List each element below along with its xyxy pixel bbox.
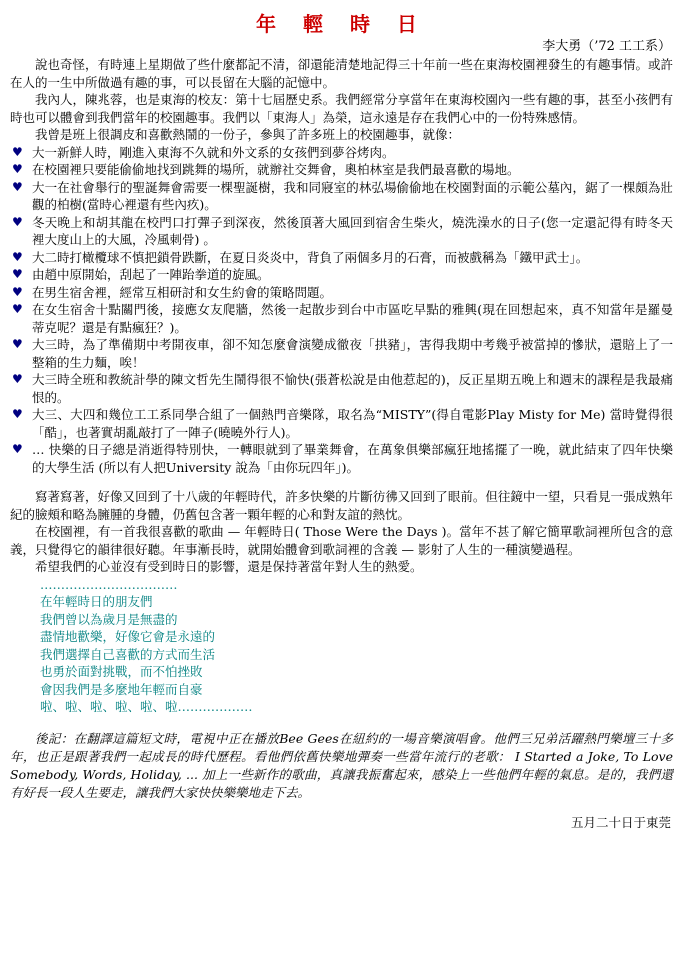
heart-bullet-icon: ♥ [12, 214, 23, 229]
heart-bullet-icon: ♥ [12, 162, 23, 176]
list-item [10, 371, 673, 406]
intro-paragraph: 我內人，陳兆蓉，也是東海的校友：第十七屆歷史系。我們經常分享當年在東海校園內一些有趣的事，甚至小孩們有時也可以體會到我們當年的校園趣事。我們以「東海人」為榮，這永遠是存在我們心中的一份特殊感情。 [10, 92, 673, 125]
reflection-paragraph: 在校園裡，有一首我很喜歡的歌曲 — 年輕時日( Those Were the Days )。當年不甚了解它簡單歌詞裡所包含的意義，只覺得它的韻律很好聽。年事漸長時，就開始體會到歌詞裡的含義 — 影射了人生的一種演變過程。 [10, 524, 673, 557]
list-item [10, 249, 673, 267]
lyric-line: 會因我們是多麼地年輕而自豪 [40, 681, 203, 697]
lyric-line: 在年輕時日的朋友們 [40, 594, 153, 609]
lyric-line: 我們選擇自己喜歡的方式而生活 [40, 646, 216, 662]
heart-bullet-icon: ♥ [12, 267, 23, 281]
song-lyrics [10, 576, 673, 716]
list-item-text: 在校園裡只要能偷偷地找到跳舞的場所，就辦社交舞會，奧柏林室是我們最喜歡的場地。 [32, 162, 520, 177]
list-item-text: 由趙中原開始，刮起了一陣跆拳道的旋風。 [32, 267, 270, 282]
heart-bullet-icon: ♥ [12, 284, 23, 299]
intro-paragraph: 我曾是班上很調皮和喜歡熱鬧的一份子，參與了許多班上的校園趣事，就像： [35, 127, 461, 142]
heart-bullet-icon: ♥ [12, 372, 23, 386]
page-title: 年 輕 時 日 [256, 12, 427, 36]
reflection-paragraph: 希望我們的心並沒有受到時日的影響，還是保持著當年對人生的熱愛。 [35, 559, 423, 574]
list-item [10, 266, 673, 284]
lyrics-dots: …………………………… [40, 576, 178, 592]
list-item-text: 大二時打橄欖球不慎把鎖骨跌斷，在夏日炎炎中，背負了兩個多月的石膏，而被戲稱為「鐵甲武士」。 [32, 249, 589, 265]
lyric-line: 盡情地歡樂，好像它會是永遠的 [40, 629, 216, 644]
list-item [10, 406, 673, 441]
list-item [10, 214, 673, 249]
heart-bullet-icon: ♥ [12, 442, 23, 456]
list-item-text: 在女生宿舍十點關門後，接應女友爬牆，然後一起散步到台中市區吃早點的雅興(現在回想起來，真不知當年是羅曼蒂克呢？還是有點瘋狂？)。 [32, 302, 673, 335]
list-item-text: 大三時全班和教統計學的陳文哲先生鬧得很不愉快(張蒼松說是由他惹起的)，反正星期五晚上和週末的課程是我最痛恨的。 [32, 372, 673, 405]
heart-bullet-icon: ♥ [12, 337, 23, 351]
list-item-text: 大一新鮮人時，剛進入東海不久就和外文系的女孩們到夢谷烤肉。 [32, 144, 395, 160]
reflection-paragraph: 寫著寫著，好像又回到了十八歲的年輕時代，許多快樂的片斷彷彿又回到了眼前。但往鏡中一望，只看見一張成熟年紀的臉頰和略為臃腫的身體，仍舊包含著一顆年輕的心和對友誼的熱忱。 [10, 489, 673, 522]
list-item-text: 大三、大四和幾位工工系同學合組了一個熱門音樂隊，取名為“MISTY”(得自電影Play Misty for Me) 當時覺得很「酷」，也著實胡亂敲打了一陣子(曉曉外行人)。 [32, 407, 673, 440]
list-item-text: 大三時，為了準備期中考開夜車，卻不知怎麼會演變成徹夜「拱豬」，害得我期中考幾乎被當掉的慘狀，還賠上了一整箱的生力麵，唉！ [32, 337, 673, 370]
spacer [10, 476, 673, 488]
heart-bullet-icon: ♥ [12, 407, 23, 421]
memory-list [10, 144, 673, 477]
author-line: 李大勇（’72 工工系） [542, 39, 671, 54]
heart-bullet-icon: ♥ [12, 249, 23, 264]
postscript: 後記：在翻譯這篇短文時，電視中正在播放Bee Gees在紐約的一場音樂演唱會。他們三兄弟活躍熱門樂壇三十多年，也正是跟著我們一起成長的時代歷程。看他們依舊快樂地彈奏一些當年流行的老歌： I Started a Joke, To Love Somebody, Words, Holiday, ... 加上一些新作的歌曲，真讓我振奮起來，感染上一些他們年輕的氣息。是的，我們還有好長一段人生要走，讓我們大家快快樂樂地走下去。 [10, 730, 673, 800]
heart-bullet-icon: ♥ [12, 179, 23, 194]
intro-paragraph: 說也奇怪，有時連上星期做了些什麼都記不清，卻還能清楚地記得三十年前一些在東海校園裡發生的有趣事情。或許在人的一生中所做過有趣的事，可以長留在大腦的記憶中。 [10, 57, 673, 90]
lyric-line: 也勇於面對挑戰，而不怕挫敗 [40, 664, 203, 679]
list-item-text: 冬天晚上和胡其龍在校門口打彈子到深夜，然後頂著大風回到宿舍生柴火，燒洗澡水的日子(您一定還記得有時冬天裡大度山上的大風，冷風刺骨) 。 [32, 214, 673, 247]
article [0, 12, 683, 832]
list-item-text: … 快樂的日子總是消逝得特別快，一轉眼就到了畢業舞會，在萬象俱樂部瘋狂地搖擺了一晚，就此結束了四年快樂的大學生活 (所以有人把University 說為「由你玩四年」)。 [32, 442, 673, 475]
reflection-section [10, 488, 673, 576]
list-item [10, 144, 673, 162]
heart-bullet-icon: ♥ [12, 144, 23, 159]
signature: 五月二十日于東莞 [570, 815, 671, 830]
lyric-line: 我們曾以為歲月是無盡的 [40, 611, 178, 627]
list-item [10, 179, 673, 214]
list-item-text: 在男生宿舍裡，經常互相研討和女生約會的策略問題。 [32, 284, 333, 300]
intro-section [10, 56, 673, 144]
list-item [10, 284, 673, 302]
list-item-text: 大一在社會舉行的聖誕舞會需要一棵聖誕樹，我和同寢室的林弘場偷偷地在校園對面的示範公墓內，鋸了一棵頗為壯觀的柏樹(當時心裡還有些內疚)。 [32, 179, 673, 212]
list-item [10, 441, 673, 476]
list-item [10, 161, 673, 179]
list-item [10, 336, 673, 371]
lyric-line: 啦、啦、啦、啦、啦、啦……………… [40, 699, 253, 714]
list-item [10, 301, 673, 336]
heart-bullet-icon: ♥ [12, 302, 23, 316]
